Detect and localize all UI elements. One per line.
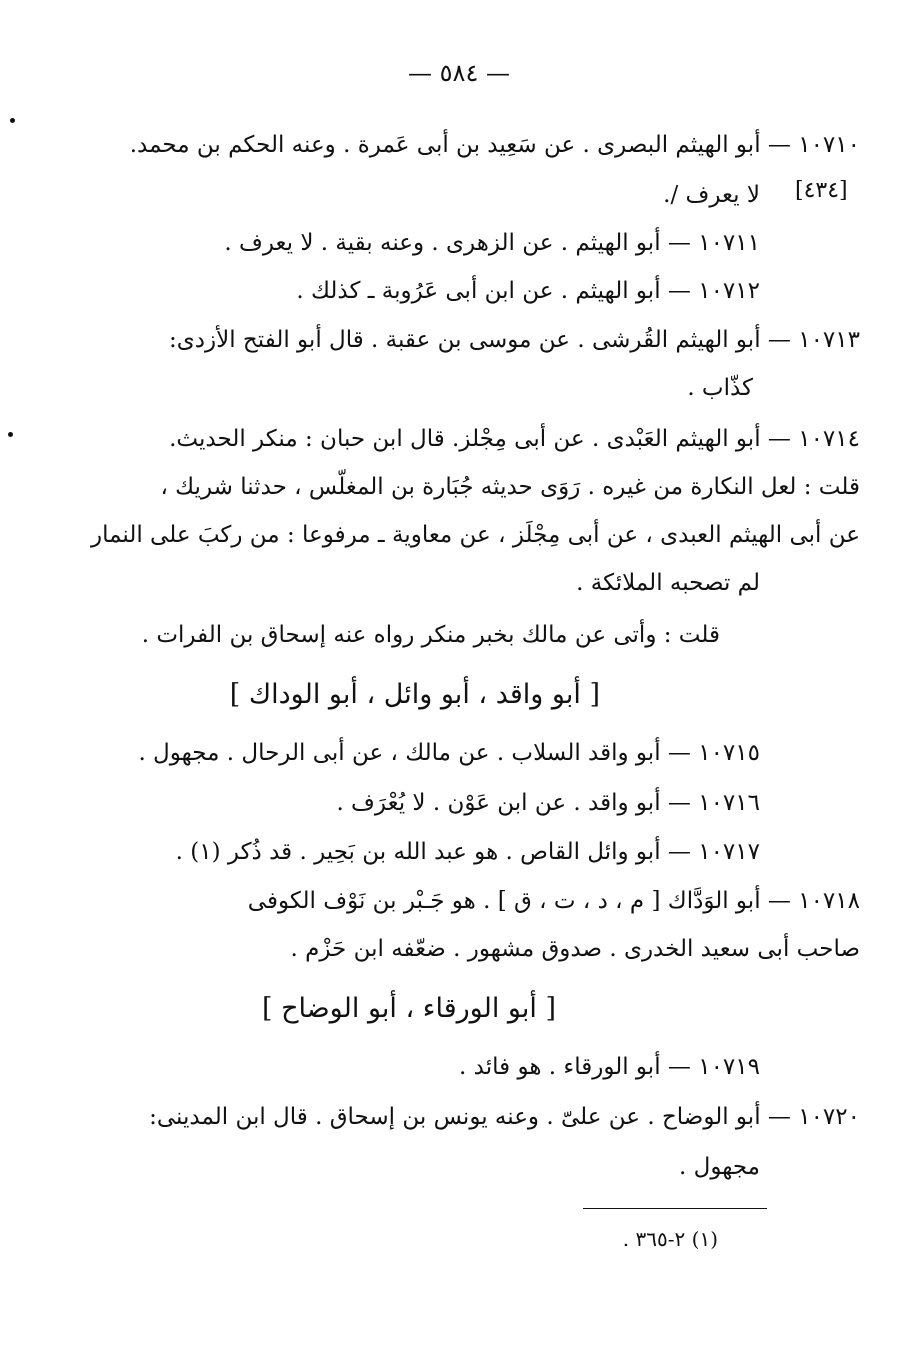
entry-10718: ١٠٧١٨ — أبو الوَدَّاك [ م ، د ، ت ، ق ] . هو جَـبْر بن نَوْف الكوفى [247,888,860,914]
entry-10714: ١٠٧١٤ — أبو الهيثم العَبْدى . عن أبى مِجْلز. قال ابن حبان : منكر الحديث. [169,426,860,452]
entry-10711: ١٠٧١١ — أبو الهيثم . عن الزهرى . وعنه بقية . لا يعرف . [224,230,760,256]
entry-10710-continued: لا يعرف /. [663,182,760,208]
note-line-3: لم تصحبه الملائكة . [576,570,760,596]
entry-10712: ١٠٧١٢ — أبو الهيثم . عن ابن أبى عَرُوبة ـ كذلك . [296,278,760,304]
note-line-1: قلت : لعل النكارة من غيره . رَوَى حديثه جُبَارة بن المغلّس ، حدثنا شريك ، [160,474,860,500]
scan-mark [10,118,15,123]
entry-10719: ١٠٧١٩ — أبو الورقاء . هو فائد . [459,1054,760,1080]
entry-10720: ١٠٧٢٠ — أبو الوضاح . عن علىّ . وعنه يونس بن إسحاق . قال ابن المدينى: [149,1104,860,1130]
entry-10715: ١٠٧١٥ — أبو واقد السلاب . عن مالك ، عن أبى الرحال . مجهول . [138,740,760,766]
section-heading-2: [ أبو الورقاء ، أبو الوضاح ] [261,993,556,1024]
entry-10716: ١٠٧١٦ — أبو واقد . عن ابن عَوْن . لا يُعْرَف . [336,790,760,816]
note-line-2: عن أبى الهيثم العبدى ، عن أبى مِجْلَز ، عن معاوية ـ مرفوعا : من ركبَ على النمار [90,522,860,548]
footnote: (١) ٢-٣٦٥ . [622,1227,718,1251]
entry-10717: ١٠٧١٧ — أبو وائل القاص . هو عبد الله بن بَحِير . قد ذُكر (١) . [175,839,760,865]
entry-10720-continued: مجهول . [679,1154,760,1180]
footnote-rule [583,1208,767,1209]
entry-10710: ١٠٧١٠ — أبو الهيثم البصرى . عن سَعِيد بن أبى عَمرة . وعنه الحكم بن محمد. [129,132,860,158]
entry-10713-continued: كذّاب . [687,375,753,401]
entry-10713: ١٠٧١٣ — أبو الهيثم القُرشى . عن موسى بن عقبة . قال أبو الفتح الأزدى: [168,327,860,353]
entry-10718-continued: صاحب أبى سعيد الخدرى . صدوق مشهور . ضعّفه ابن حَزْم . [290,936,860,962]
note-line-4: قلت : وأتى عن مالك بخبر منكر رواه عنه إسحاق بن الفرات . [141,622,720,648]
margin-page-reference: [٤٣٤] [795,178,848,203]
page-number-header: — ٥٨٤ — [408,59,510,87]
section-heading-1: [ أبو واقد ، أبو وائل ، أبو الوداك ] [229,679,600,710]
scan-mark [8,432,13,437]
